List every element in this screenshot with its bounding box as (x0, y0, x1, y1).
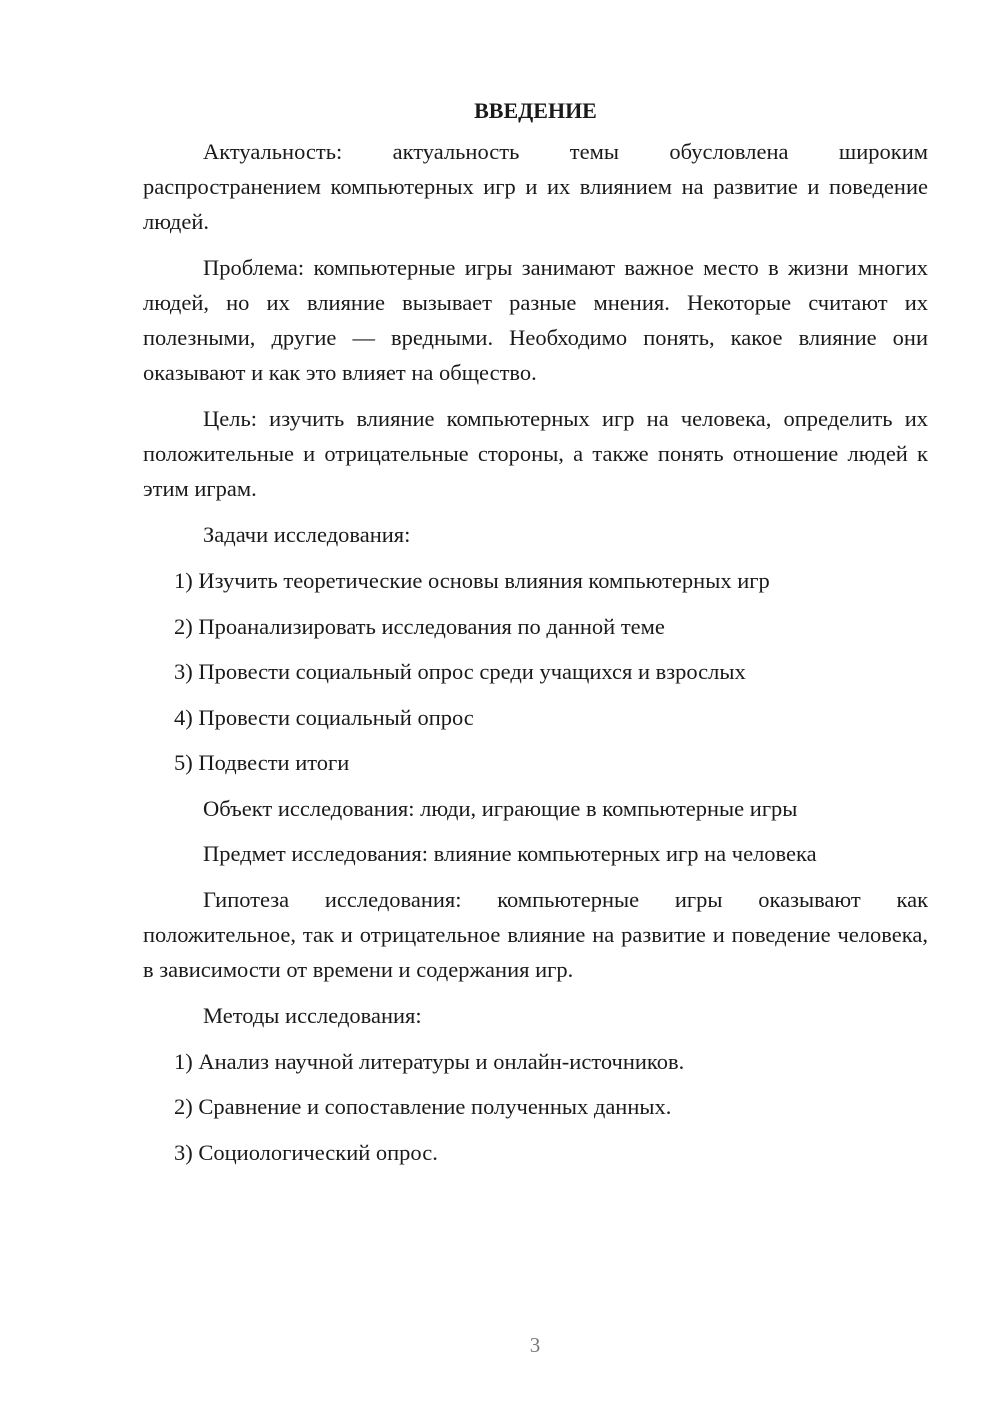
methods-list (143, 1044, 928, 1170)
list-item: 1) Изучить теоретические основы влияния компьютерных игр (174, 568, 770, 593)
page-content (143, 93, 928, 1180)
tasks-heading: Задачи исследования: (203, 522, 411, 547)
hypothesis-paragraph: Гипотеза исследования: компьютерные игры оказывают как положительное, так и отрицательное влияние на развитие и поведение человека, в зависимости от времени и содержания игр. (143, 886, 928, 982)
goal-paragraph: Цель: изучить влияние компьютерных игр на человека, определить их положительные и отрицательные стороны, а также понять отношение людей к этим играм. (143, 406, 928, 501)
section-title: ВВЕДЕНИЕ (474, 98, 597, 123)
list-item: 5) Подвести итоги (174, 750, 350, 775)
subject-line: Предмет исследования: влияние компьютерных игр на человека (203, 841, 817, 866)
list-item: 2) Проанализировать исследования по данной теме (174, 613, 665, 639)
relevance-paragraph: Актуальность: актуальность темы обусловлена широким распространением компьютерных игр и их влиянием на развитие и поведение людей. (143, 139, 928, 234)
list-item: 4) Провести социальный опрос (174, 704, 474, 730)
object-line: Объект исследования: люди, играющие в компьютерные игры (203, 795, 798, 821)
page-number: 3 (529, 1333, 541, 1357)
methods-heading: Методы исследования: (203, 1002, 422, 1028)
tasks-list (143, 563, 928, 780)
list-item: 1) Анализ научной литературы и онлайн-источников. (174, 1048, 685, 1074)
list-item: 3) Провести социальный опрос среди учащихся и взрослых (174, 659, 746, 684)
list-item: 3) Социологический опрос. (174, 1139, 438, 1165)
list-item: 2) Сравнение и сопоставление полученных данных. (174, 1094, 672, 1119)
problem-paragraph: Проблема: компьютерные игры занимают важное место в жизни многих людей, но их влияние вызывает разные мнения. Некоторые считают их полезными, другие — вредными. Необходимо понять, какое влияние они оказывают и как это влияет на общество. (143, 255, 928, 385)
